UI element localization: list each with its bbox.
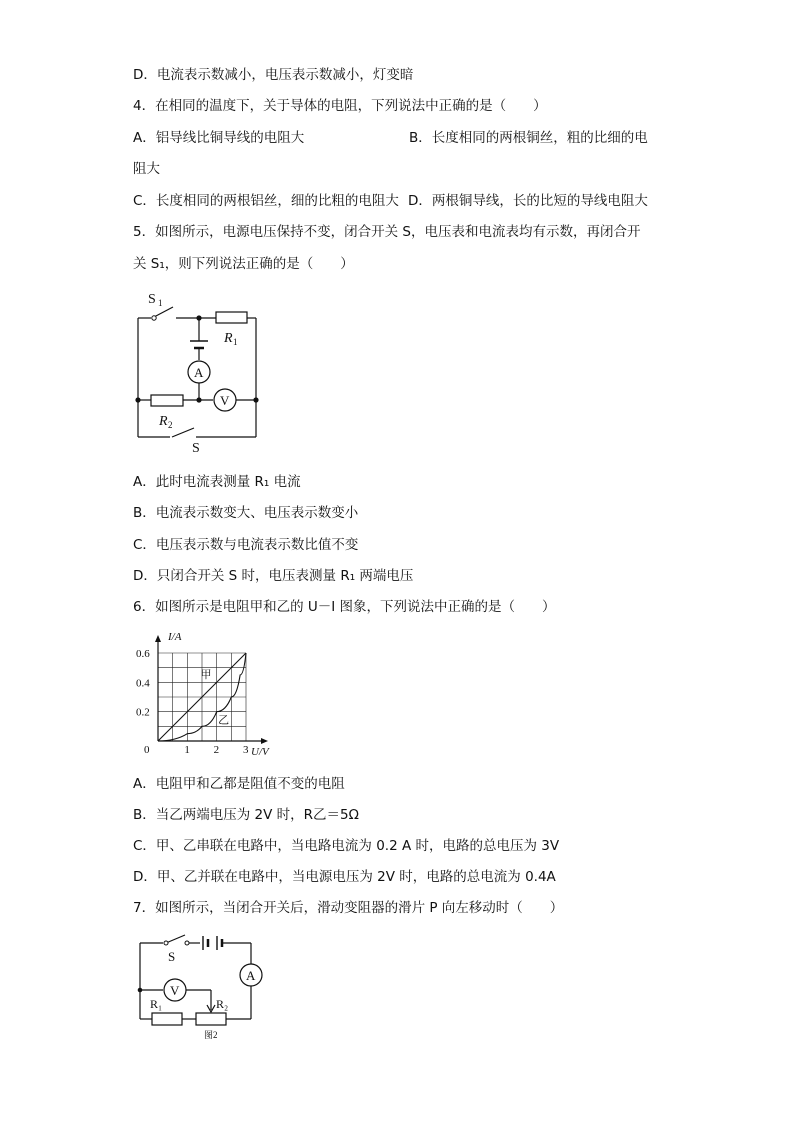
x-tick-label: 1: [184, 744, 190, 756]
label-r1: R₁: [150, 997, 163, 1011]
question-5-cont: 关 S₁，则下列说法正确的是（ ）: [133, 256, 354, 272]
y-tick-label: 0.4: [136, 677, 150, 690]
q4-option-c: C．长度相同的两根铝丝，细的比粗的电阻大: [133, 193, 399, 209]
chart-labels: [136, 631, 270, 758]
y-axis-arrow: [155, 635, 161, 642]
switch-s: [172, 428, 194, 437]
label-s1: S: [148, 292, 156, 307]
q6-option-c: C．甲、乙串联在电路中，当电路电流为 0.2 A 时，电路的总电压为 3V: [133, 838, 560, 854]
label-r2: R: [159, 414, 168, 429]
origin-label: 0: [144, 744, 150, 756]
ammeter-label: A: [246, 968, 256, 983]
voltmeter-label: V: [220, 393, 230, 408]
resistor-r1: [152, 1013, 182, 1025]
ammeter-label: A: [194, 365, 204, 380]
voltmeter-label: V: [170, 983, 180, 998]
rheostat-r2: [196, 1013, 226, 1025]
q5-option-b: B．电流表示数变大、电压表示数变小: [133, 505, 359, 521]
y-axis-label: I/A: [168, 631, 182, 643]
series-label-jia: 甲: [200, 668, 212, 681]
label-s: S: [192, 441, 200, 455]
resistor-r1: [216, 312, 247, 323]
switch-s1: [154, 307, 173, 317]
q6-option-a: A．电阻甲和乙都是阻值不变的电阻: [133, 776, 345, 792]
switch-s: [166, 935, 185, 943]
resistor-r2: [151, 395, 183, 406]
q4-option-b-cont: 阻大: [133, 161, 160, 177]
q5-option-a: A．此时电流表测量 R₁ 电流: [133, 474, 301, 490]
x-tick-label: 2: [213, 744, 220, 756]
q6-option-d: D．甲、乙并联在电路中，当电源电压为 2V 时，电路的总电流为 0.4A: [133, 869, 556, 885]
x-axis-label: U/V: [251, 746, 269, 758]
label-r1: R: [224, 331, 233, 346]
label-s1-sub: 1: [158, 298, 163, 308]
question-4: 4．在相同的温度下，关于导体的电阻，下列说法中正确的是（ ）: [133, 98, 547, 114]
y-tick-label: 0.2: [136, 706, 150, 719]
q4-option-b: B．长度相同的两根铜丝，粗的比细的电: [409, 130, 648, 146]
circuit-diagram-q7: [130, 928, 280, 1043]
q4-option-a: A．铝导线比铜导线的电阻大: [133, 130, 305, 146]
ui-graph: [133, 628, 283, 758]
q6-option-b: B．当乙两端电压为 2V 时，R乙＝5Ω: [133, 807, 359, 823]
q5-option-c: C．电压表示数与电流表示数比值不变: [133, 537, 359, 553]
question-5: 5．如图所示，电源电压保持不变，闭合开关 S，电压表和电流表均有示数，再闭合开: [133, 224, 641, 240]
q4-option-d: D．两根铜导线，长的比短的导线电阻大: [408, 193, 648, 209]
q5-option-d: D．只闭合开关 S 时，电压表测量 R₁ 两端电压: [133, 568, 414, 584]
option-d-prev: D．电流表示数减小，电压表示数减小，灯变暗: [133, 67, 414, 83]
label-s: S: [168, 949, 176, 964]
label-r1-sub: 1: [233, 337, 238, 347]
y-tick-label: 0.6: [136, 648, 150, 660]
question-7: 7．如图所示，当闭合开关后，滑动变阻器的滑片 P 向左移动时（ ）: [133, 900, 564, 916]
x-tick-label: 3: [243, 744, 249, 756]
figure-caption: 图2: [204, 1030, 218, 1040]
x-axis-arrow: [261, 738, 268, 744]
label-r2: R₂: [216, 997, 229, 1011]
question-6: 6．如图所示是电阻甲和乙的 U－I 图象，下列说法中正确的是（ ）: [133, 599, 556, 615]
series-label-yi: 乙: [218, 714, 230, 727]
label-r2-sub: 2: [168, 420, 173, 430]
circuit-diagram-q5: [128, 285, 268, 455]
